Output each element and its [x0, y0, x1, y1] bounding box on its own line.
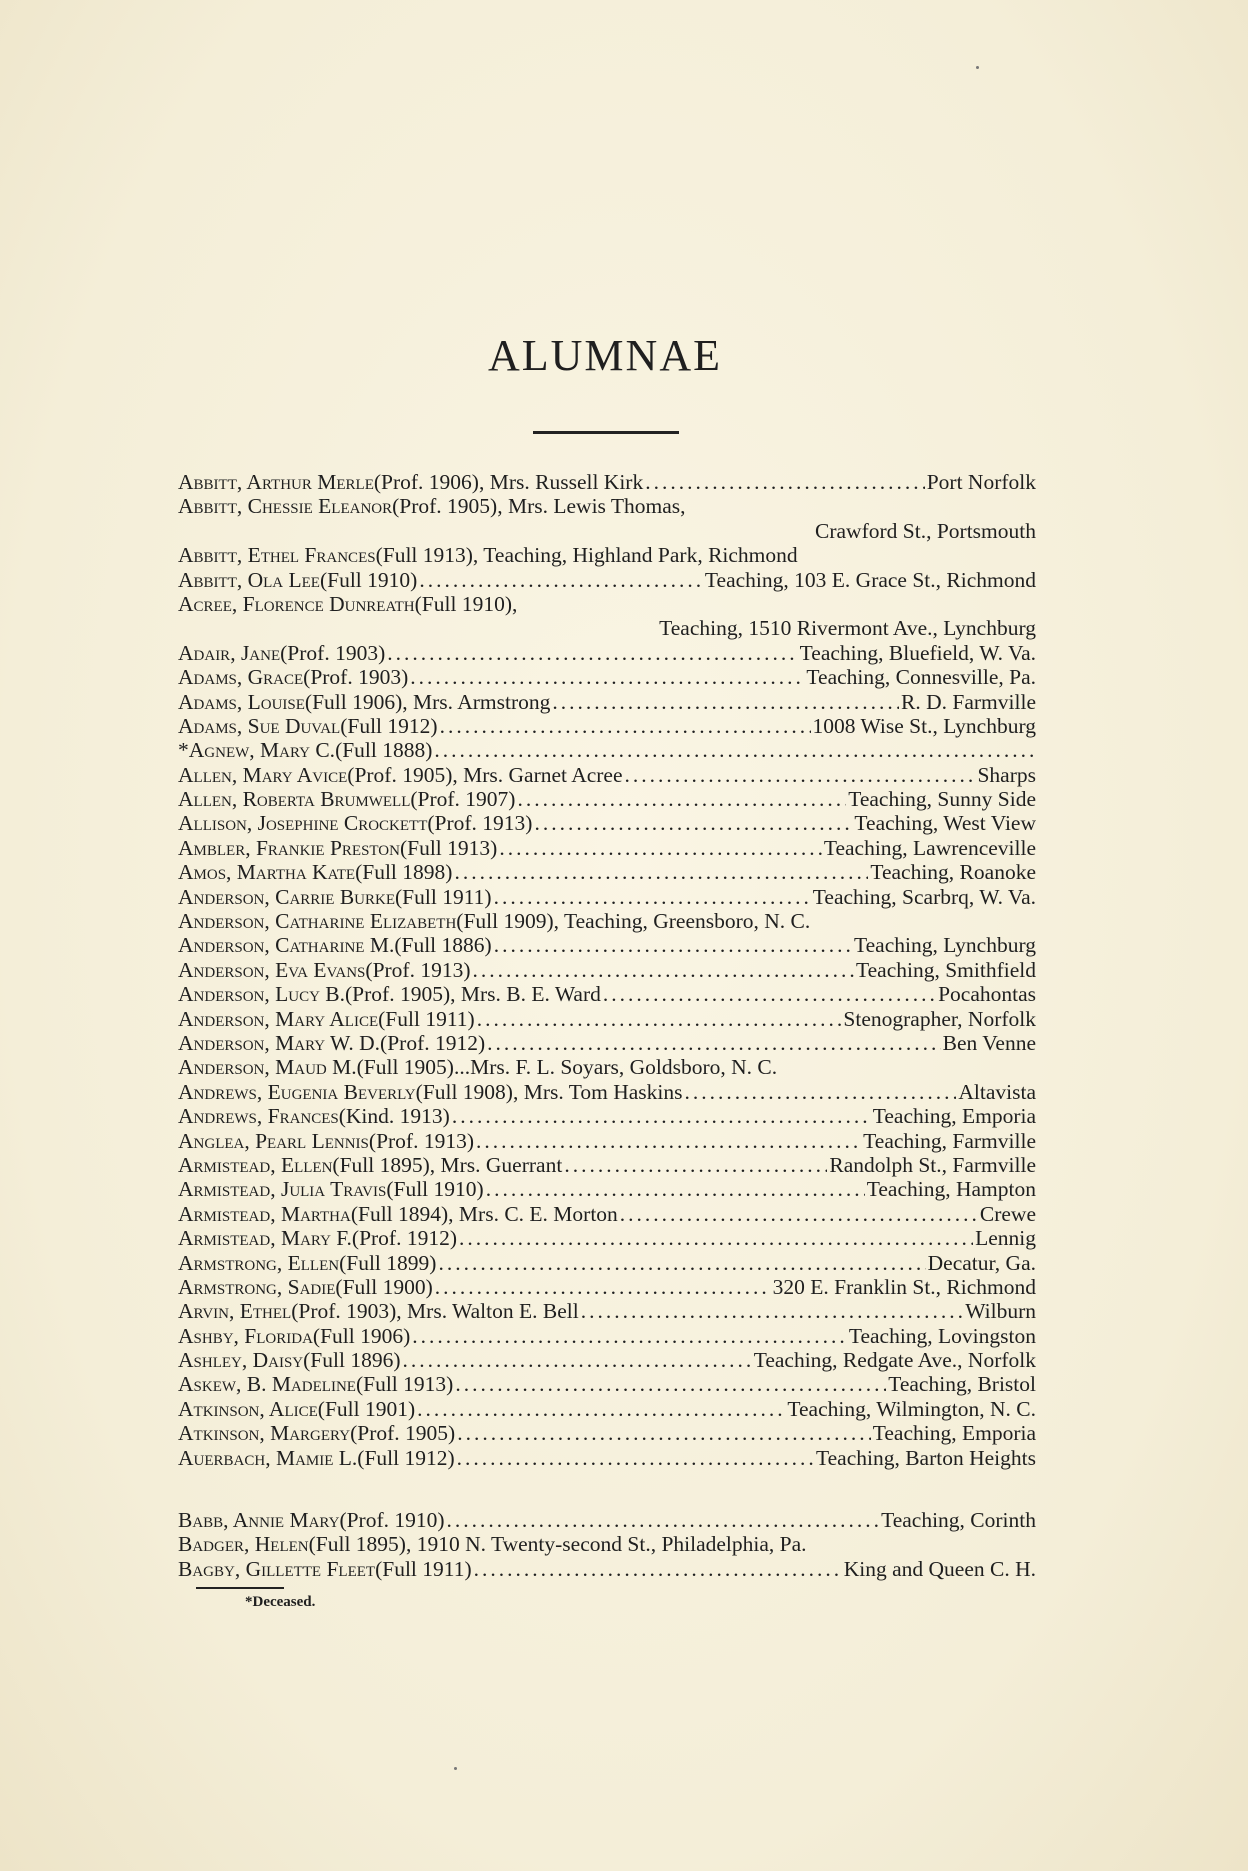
alumna-details: (Kind. 1913) [338, 1104, 450, 1129]
alumna-entry [178, 543, 1036, 567]
alumna-entry [178, 909, 1036, 933]
dot-leader [417, 1397, 785, 1421]
alumna-details: (Prof. 1912) [380, 1030, 486, 1055]
alumna-details: (Full 1909), Teaching, Greensboro, N. C. [456, 909, 811, 934]
alumna-location: 1008 Wise St., Lynchburg [812, 713, 1036, 738]
alumna-location: Teaching, Hampton [866, 1177, 1036, 1202]
alumna-details: (Full 1906), Mrs. Armstrong [304, 689, 551, 714]
alumna-entry [178, 690, 1036, 714]
alumna-entry [178, 1055, 1036, 1079]
alumna-entry [178, 568, 1036, 592]
alumna-location: Teaching, Connesville, Pa. [806, 665, 1036, 690]
alumna-name: Abbitt, Ethel Frances [178, 543, 376, 568]
dot-leader [403, 1348, 752, 1372]
alumna-details: (Full 1898) [355, 860, 453, 885]
alumna-location: Port Norfolk [926, 470, 1036, 494]
alumna-details: (Full 1913), Teaching, Highland Park, Richmond [375, 543, 798, 568]
alumna-details: (Full 1901) [317, 1396, 416, 1421]
alumna-name: Armistead, Ellen [178, 1152, 333, 1177]
alumna-entry [178, 1348, 1036, 1372]
footnote: *Deceased. [245, 1594, 316, 1610]
alumna-entry [178, 1080, 1036, 1104]
alumna-details: (Full 1910) [386, 1177, 484, 1202]
alumna-name: Auerbach, Mamie L. [178, 1445, 358, 1470]
alumna-name: Abbitt, Chessie Eleanor [178, 494, 393, 519]
alumna-details: (Full 1911) [375, 1556, 472, 1581]
alumna-details: (Full 1906) [312, 1323, 411, 1348]
alumna-name: Anderson, Mary W. D. [178, 1030, 381, 1055]
alumna-details: (Prof. 1905), Mrs. B. E. Ward [345, 982, 601, 1007]
paper-speck [454, 1767, 457, 1770]
alumna-name: Armstrong, Sadie [178, 1274, 336, 1299]
alumna-name: Armistead, Mary F. [178, 1226, 352, 1251]
dot-leader [459, 1226, 973, 1250]
alumna-name: Amos, Martha Kate [178, 860, 356, 885]
alumna-location: Teaching, Lovingston [848, 1323, 1036, 1348]
alumna-location: Lennig [975, 1226, 1036, 1251]
dot-leader [457, 1421, 871, 1445]
alumna-details: (Full 1894), Mrs. C. E. Morton [350, 1201, 618, 1226]
alumna-entry [178, 763, 1036, 787]
alumna-name: Anderson, Mary Alice [178, 1006, 379, 1031]
alumna-name: Arvin, Ethel [178, 1299, 292, 1324]
alumna-name: Allison, Josephine Crockett [178, 811, 428, 836]
alumna-entry [178, 641, 1036, 665]
dot-leader [454, 860, 868, 884]
dot-leader [455, 1372, 886, 1396]
alumna-name: Anderson, Eva Evans [178, 957, 366, 982]
alumna-details: (Full 1910) [319, 567, 418, 592]
alumna-details: (Full 1900) [335, 1274, 433, 1299]
alumna-name: Adams, Sue Duval [178, 713, 341, 738]
alumna-details: (Prof. 1913) [427, 811, 533, 836]
alumna-details: (Prof. 1903), Mrs. Walton E. Bell [291, 1299, 579, 1324]
alumna-name: Anderson, Catharine M. [178, 933, 395, 958]
alumna-details: (Full 1911) [395, 884, 492, 909]
alumna-location: Stenographer, Norfolk [843, 1006, 1036, 1031]
alumna-name: Abbitt, Ola Lee [178, 567, 320, 592]
dot-leader [473, 958, 854, 982]
alumna-name: Armistead, Julia Travis [178, 1177, 387, 1202]
alumna-name: Abbitt, Arthur Merle [178, 470, 374, 494]
alumna-name: Badger, Helen [178, 1532, 309, 1557]
title-rule [533, 431, 679, 434]
alumna-name: Ambler, Frankie Preston [178, 835, 400, 860]
alumna-name: Andrews, Eugenia Beverly [178, 1079, 416, 1104]
alumna-details: (Prof. 1913) [368, 1128, 475, 1153]
dot-leader [625, 763, 976, 787]
alumna-entry [178, 1202, 1036, 1226]
alumna-name: Ashley, Daisy [178, 1348, 304, 1373]
alumna-details: (Full 1908), Mrs. Tom Haskins [415, 1079, 683, 1104]
alumna-entry [178, 738, 1036, 762]
alumna-name: Armstrong, Ellen [178, 1250, 340, 1275]
alumna-location: Teaching, Roanoke [870, 860, 1036, 885]
alumna-details: (Full 1895), Mrs. Guerrant [332, 1152, 563, 1177]
alumna-details: (Full 1905)...Mrs. F. L. Soyars, Goldsboro, N. C. [356, 1055, 778, 1080]
alumna-name: Adams, Louise [178, 689, 305, 714]
dot-leader [684, 1080, 956, 1104]
alumna-location: Teaching, Emporia [872, 1104, 1036, 1129]
alumna-entry [178, 836, 1036, 860]
alumna-entry [178, 1007, 1036, 1031]
alumna-entry [178, 1031, 1036, 1055]
alumna-details: (Prof. 1905), Mrs. Garnet Acree [347, 762, 623, 787]
alumna-location: Teaching, Corinth [881, 1508, 1036, 1533]
alumna-details: (Full 1895), 1910 N. Twenty-second St., Philadelphia, Pa. [308, 1532, 807, 1557]
alumna-details: (Prof. 1913) [365, 957, 471, 982]
alumna-entry [178, 1226, 1036, 1250]
alumna-location: Teaching, Smithfield [855, 957, 1036, 982]
alumna-entry [178, 1129, 1036, 1153]
alumna-location: Teaching, West View [854, 811, 1036, 836]
alumna-details: (Full 1912) [357, 1445, 455, 1470]
alumna-name: Askew, B. Madeline [178, 1372, 356, 1397]
dot-leader [440, 714, 811, 738]
alumna-name: Bagby, Gillette Fleet [178, 1556, 376, 1581]
dot-leader [486, 1177, 865, 1201]
entry-continuation: Crawford St., Portsmouth [815, 518, 1036, 543]
alumna-entry [178, 1324, 1036, 1348]
alumna-name: Ashby, Florida [178, 1323, 313, 1348]
alumna-entry [178, 1421, 1036, 1445]
entry-continuation: Teaching, 1510 Rivermont Ave., Lynchburg [659, 616, 1036, 641]
alumna-entry [178, 787, 1036, 811]
alumna-entry [178, 1397, 1036, 1421]
alumna-entry [178, 1104, 1036, 1128]
alumna-entry [178, 1275, 1036, 1299]
dot-leader [494, 933, 852, 957]
dot-leader [387, 641, 797, 665]
alumna-entry [178, 958, 1036, 982]
alumna-entry [178, 1299, 1036, 1323]
alumna-entry [178, 811, 1036, 835]
alumna-entry [178, 665, 1036, 689]
alumna-entry [178, 1508, 1036, 1532]
alumna-entry [178, 1251, 1036, 1275]
alumna-name: Anderson, Carrie Burke [178, 884, 396, 909]
alumna-entry [178, 933, 1036, 957]
alumna-location: Teaching, Redgate Ave., Norfolk [753, 1348, 1036, 1373]
alumna-name: Acree, Florence Dunreath [178, 591, 415, 616]
alumna-entry [178, 982, 1036, 1006]
alumna-location: Crewe [979, 1201, 1036, 1226]
alumna-details: (Full 1912) [340, 713, 438, 738]
dot-leader [447, 1508, 880, 1532]
alumna-details: (Prof. 1905), Mrs. Lewis Thomas, [392, 494, 686, 519]
alumna-location: Teaching, Barton Heights [815, 1445, 1036, 1470]
dot-leader [452, 1104, 871, 1128]
alumna-location: Pocahontas [938, 982, 1036, 1007]
dot-leader [603, 982, 936, 1006]
alumna-details: (Full 1913) [399, 835, 498, 860]
alumna-location: Teaching, Emporia [872, 1421, 1036, 1446]
dot-leader [517, 787, 846, 811]
dot-leader [477, 1007, 842, 1031]
alumna-name: Allen, Mary Avice [178, 762, 348, 787]
alumna-location: 320 E. Franklin St., Richmond [772, 1274, 1036, 1299]
dot-leader [534, 811, 852, 835]
dot-leader [419, 568, 703, 592]
alumna-name: Anderson, Lucy B. [178, 982, 346, 1007]
alumna-location: Teaching, Wilmington, N. C. [787, 1396, 1036, 1421]
alumna-location: Teaching, Bristol [888, 1372, 1036, 1397]
alumna-location: Sharps [977, 762, 1036, 787]
alumna-entry [178, 592, 1036, 616]
alumna-location: King and Queen C. H. [843, 1556, 1036, 1581]
alumna-location: Teaching, Scarbrq, W. Va. [812, 884, 1036, 909]
alumna-name: Anderson, Catharine Elizabeth [178, 909, 457, 934]
alumna-entry [178, 714, 1036, 738]
alumna-entry [178, 1532, 1036, 1556]
alumna-details: (Full 1896) [303, 1348, 401, 1373]
alumna-details: (Prof. 1907) [410, 787, 516, 812]
dot-leader [499, 836, 821, 860]
alumna-details: (Prof. 1906), Mrs. Russell Kirk [373, 470, 644, 494]
alumna-details: (Full 1910), [414, 591, 518, 616]
alumna-location: Ben Venne [942, 1030, 1036, 1055]
alumna-entry [178, 494, 1036, 518]
alumna-entry [178, 470, 1036, 494]
dot-leader [564, 1153, 827, 1177]
alumna-details: (Full 1911) [378, 1006, 475, 1031]
alumna-entry [178, 1446, 1036, 1470]
alumna-name: Atkinson, Alice [178, 1396, 318, 1421]
alumna-details: (Prof. 1903) [303, 665, 409, 690]
alumna-details: (Prof. 1912) [351, 1226, 458, 1251]
alumna-location: Decatur, Ga. [927, 1250, 1036, 1275]
section-gap [178, 1470, 1036, 1508]
dot-leader [494, 885, 811, 909]
dot-leader [474, 1557, 842, 1581]
alumna-details: (Full 1886) [394, 933, 492, 958]
dot-leader [552, 690, 899, 714]
alumna-entry [178, 885, 1036, 909]
alumna-details: (Full 1888) [335, 738, 433, 763]
dot-leader [581, 1299, 964, 1323]
alumna-location: Teaching, Sunny Side [848, 787, 1036, 812]
alumna-location: Teaching, 103 E. Grace St., Richmond [704, 567, 1036, 592]
alumna-location: Teaching, Lynchburg [854, 933, 1036, 958]
dot-leader [435, 1275, 771, 1299]
alumna-entry [178, 1153, 1036, 1177]
alumna-details: (Full 1913) [355, 1372, 454, 1397]
alumna-entry [178, 1557, 1036, 1581]
dot-leader [412, 1324, 847, 1348]
alumna-details: (Prof. 1910) [339, 1508, 445, 1533]
dot-leader [487, 1031, 940, 1055]
alumna-name: Armistead, Martha [178, 1201, 351, 1226]
alumna-location: Teaching, Lawrenceville [823, 835, 1036, 860]
alumna-name: Anderson, Maud M. [178, 1055, 357, 1080]
alumna-location: Teaching, Farmville [863, 1128, 1036, 1153]
alumna-name: Anglea, Pearl Lennis [178, 1128, 369, 1153]
dot-leader [410, 665, 804, 689]
alumna-details: (Prof. 1905) [350, 1421, 456, 1446]
alumna-name: Allen, Roberta Brumwell [178, 787, 411, 812]
alumna-name: Atkinson, Margery [178, 1421, 351, 1446]
alumna-location: Altavista [958, 1079, 1036, 1104]
alumna-entry [178, 1177, 1036, 1201]
paper-speck [976, 66, 979, 69]
dot-leader [645, 470, 924, 494]
alumnae-list [178, 470, 1036, 1581]
dot-leader [620, 1202, 978, 1226]
alumna-name: Babb, Annie Mary [178, 1508, 340, 1533]
alumna-entry [178, 1372, 1036, 1396]
footnote-rule [196, 1587, 284, 1589]
dot-leader [457, 1446, 814, 1470]
alumna-details: (Prof. 1903) [280, 640, 386, 665]
dot-leader [476, 1129, 861, 1153]
dot-leader [434, 738, 1034, 762]
alumna-location: Wilburn [965, 1299, 1036, 1324]
page-title: ALUMNAE [488, 331, 722, 380]
alumna-location: Teaching, Bluefield, W. Va. [799, 640, 1036, 665]
alumna-details: (Full 1899) [339, 1250, 437, 1275]
alumna-name: *Agnew, Mary C. [178, 738, 336, 763]
alumna-location: R. D. Farmville [901, 689, 1036, 714]
alumna-name: Adams, Grace [178, 665, 304, 690]
alumna-location: Randolph St., Farmville [829, 1152, 1036, 1177]
dot-leader [438, 1251, 925, 1275]
alumna-name: Adair, Jane [178, 640, 281, 665]
alumna-name: Andrews, Frances [178, 1104, 339, 1129]
alumna-entry [178, 860, 1036, 884]
